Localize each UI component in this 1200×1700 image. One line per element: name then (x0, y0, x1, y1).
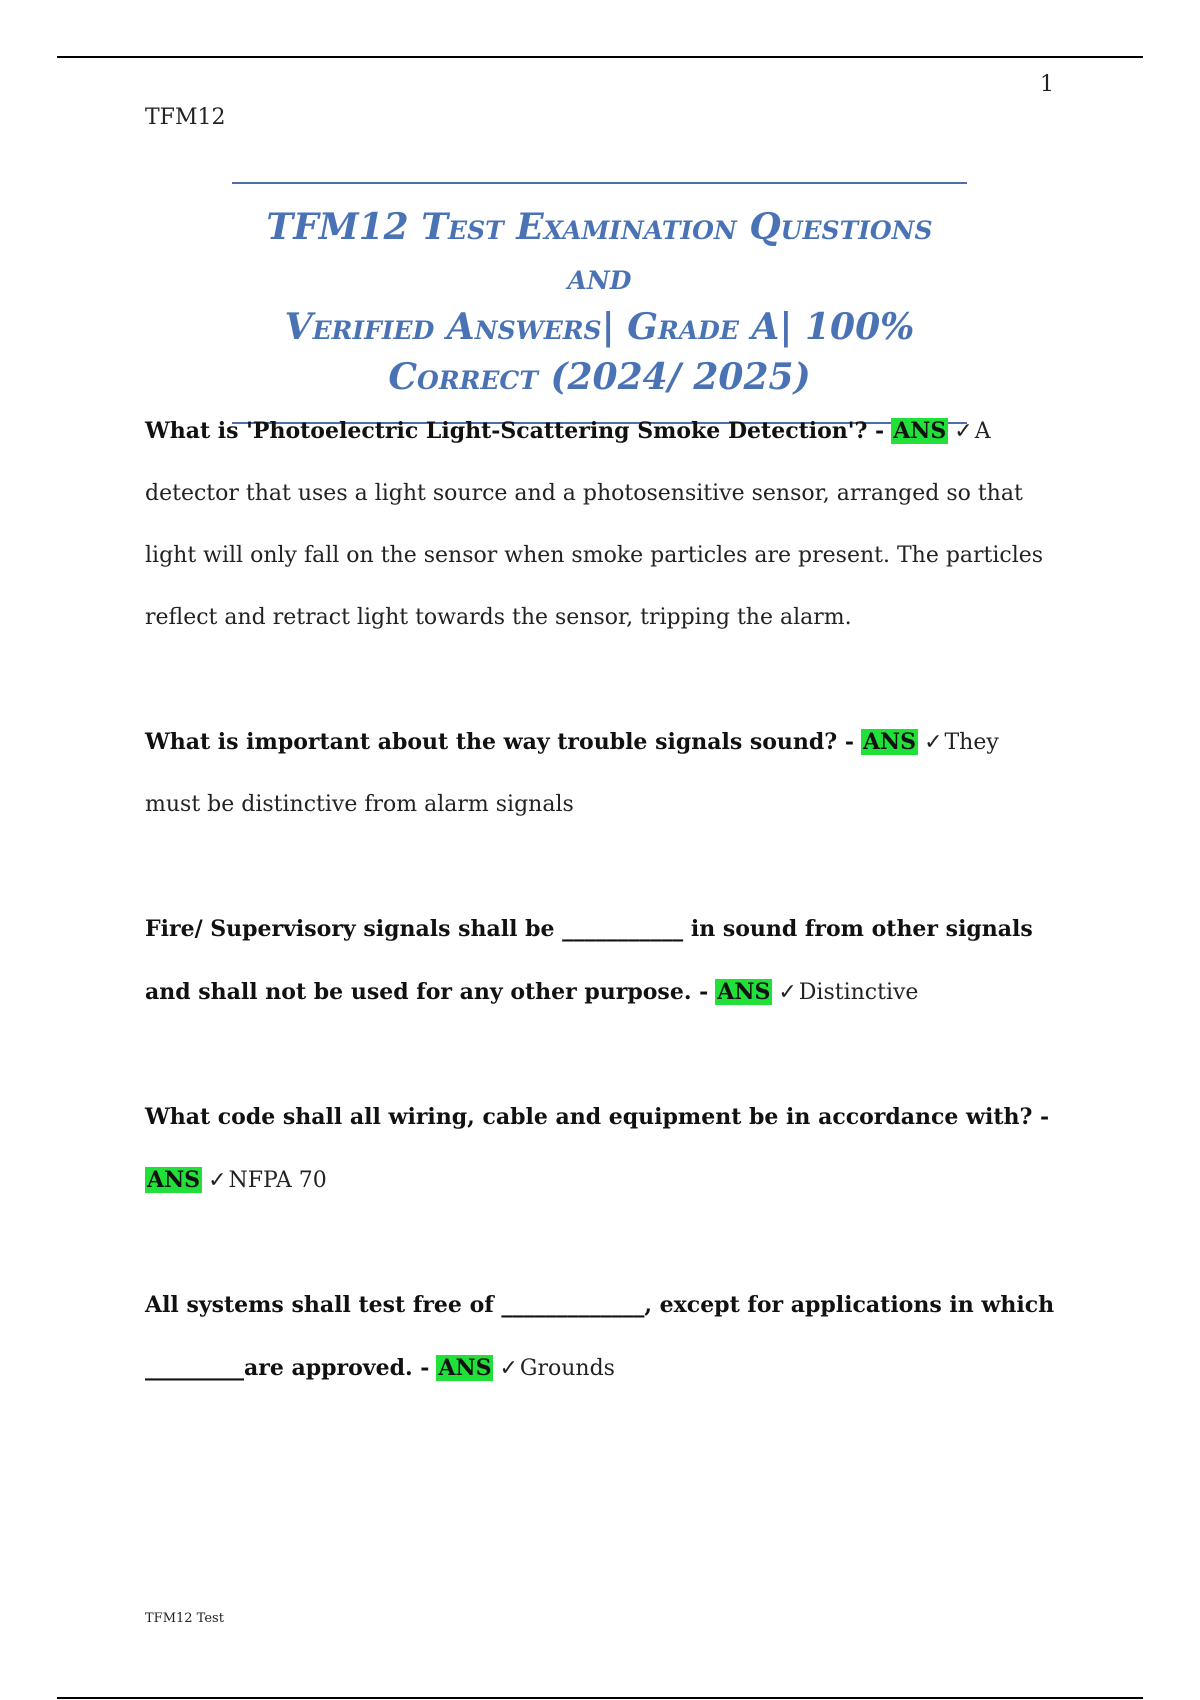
ans-highlight: ANS (147, 1167, 201, 1193)
answer-text: NFPA 70 (228, 1168, 327, 1193)
answer-text: Distinctive (798, 980, 919, 1005)
ans-highlight: ANS (862, 729, 917, 755)
check-icon: ✓ (924, 730, 943, 755)
qa-item (145, 898, 1055, 1024)
qa-item (145, 1086, 1055, 1212)
qa-list (145, 400, 1055, 1462)
question-text: What code shall all wiring, cable and equipment be in accordance with? - (145, 1104, 1050, 1130)
page-number: 1 (1040, 72, 1054, 97)
ans-highlight: ANS (893, 418, 947, 444)
answer-text: Grounds (519, 1356, 615, 1381)
title-line-2: Verified Answers| Grade A| 100% (284, 306, 915, 348)
check-icon: ✓ (208, 1168, 227, 1193)
ans-highlight: ANS (438, 1355, 492, 1381)
check-icon: ✓ (778, 980, 797, 1005)
ans-highlight: ANS (717, 979, 771, 1005)
page-bottom-rule (57, 1697, 1143, 1699)
page-top-rule (57, 56, 1143, 58)
document-title (232, 202, 967, 402)
title-block (232, 182, 967, 424)
question-text: All systems shall test free of _____________, except for applications in which _________are approved. - (145, 1292, 1055, 1381)
answer-text: They must be distinctive from alarm signals (145, 730, 999, 817)
answer-text: A detector that uses a light source and a photosensitive sensor, arranged so that light will only fall on the sensor when smoke particles are present. The particles reflect and retract light towards the sensor, tripping the alarm. (145, 419, 1044, 630)
question-text: Fire/ Supervisory signals shall be ___________ in sound from other signals and shall not be used for any other purpose. - (145, 916, 1033, 1005)
question-text: What is 'Photoelectric Light-Scattering Smoke Detection'? - (145, 418, 885, 444)
title-line-3: Correct (2024/ 2025) (388, 356, 811, 398)
qa-item (145, 711, 1055, 836)
page-footer: TFM12 Test (145, 1611, 224, 1626)
running-header: TFM12 (145, 105, 226, 130)
qa-item (145, 1274, 1055, 1400)
title-rule-top (232, 182, 967, 184)
qa-item (145, 400, 1055, 649)
question-text: What is important about the way trouble signals sound? - (145, 729, 854, 755)
check-icon: ✓ (954, 419, 973, 444)
title-line-1: TFM12 Test Examination Questions and (266, 206, 933, 298)
check-icon: ✓ (499, 1356, 518, 1381)
